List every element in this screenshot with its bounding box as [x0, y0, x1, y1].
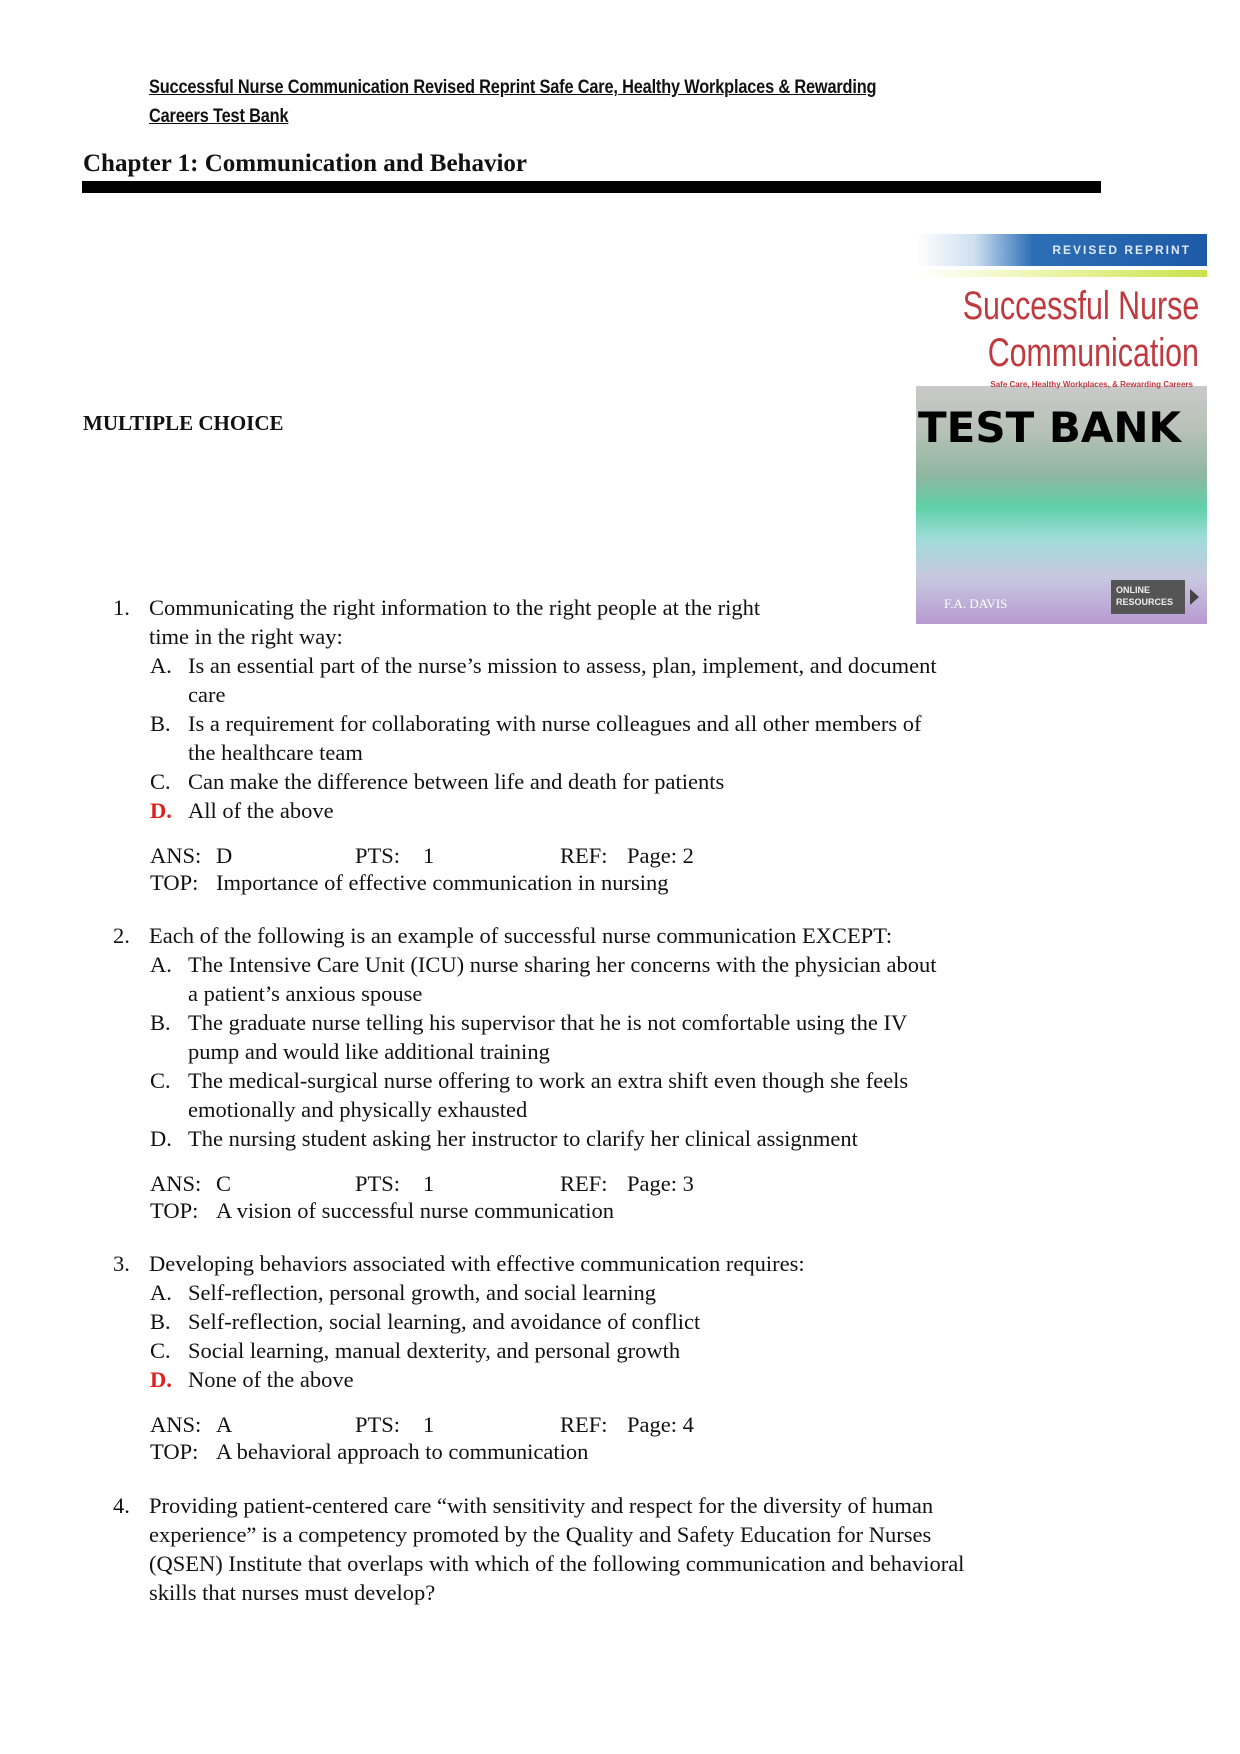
- points-label: PTS:: [355, 1171, 401, 1196]
- option-text: The Intensive Care Unit (ICU) nurse sharing her concerns with the physician about: [188, 952, 937, 977]
- chapter-title: Chapter 1: Communication and Behavior: [83, 150, 528, 177]
- section-title: MULTIPLE CHOICE: [83, 411, 284, 435]
- reference-label: REF:: [560, 1171, 608, 1196]
- reference-label: REF:: [560, 1412, 608, 1437]
- question-stem: Developing behaviors associated with effective communication requires:: [149, 1251, 805, 1276]
- answer-value: A: [216, 1412, 233, 1437]
- question-stem: Each of the following is an example of successful nurse communication EXCEPT:: [149, 923, 893, 948]
- option-letter: D.: [150, 1126, 172, 1151]
- document-header-line-2: Careers Test Bank: [149, 106, 289, 127]
- question-stem: Communicating the right information to the right people at the right: [149, 595, 761, 620]
- option-text: pump and would like additional training: [188, 1039, 550, 1064]
- question-stem: Providing patient-centered care “with sensitivity and respect for the diversity of human: [149, 1493, 934, 1518]
- points-value: 1: [423, 843, 435, 868]
- option-text: Self-reflection, social learning, and avoidance of conflict: [188, 1309, 701, 1334]
- reference-value: Page: 4: [627, 1412, 694, 1437]
- option-text: Is an essential part of the nurse’s mission to assess, plan, implement, and document: [188, 653, 937, 678]
- question-number: 2.: [113, 923, 130, 948]
- play-arrow-icon: [1190, 589, 1199, 605]
- answer-label: ANS:: [150, 1171, 202, 1196]
- option-letter: D.: [150, 798, 172, 823]
- option-letter: C.: [150, 1338, 171, 1363]
- points-label: PTS:: [355, 843, 401, 868]
- option-text: Can make the difference between life and death for patients: [188, 769, 725, 794]
- reference-label: REF:: [560, 843, 608, 868]
- question-stem: skills that nurses must develop?: [149, 1580, 436, 1605]
- option-letter: A.: [150, 1280, 172, 1305]
- cover-accent-stripe: [916, 270, 1207, 277]
- topic-value: Importance of effective communication in nursing: [216, 870, 669, 895]
- option-text: a patient’s anxious spouse: [188, 981, 423, 1006]
- option-letter: C.: [150, 769, 171, 794]
- topic-value: A behavioral approach to communication: [216, 1439, 589, 1464]
- cover-subtitle: Safe Care, Healthy Workplaces, & Rewarding Careers: [990, 380, 1193, 389]
- document-header-line-1: Successful Nurse Communication Revised Reprint Safe Care, Healthy Workplaces & Rewarding: [149, 77, 877, 98]
- option-letter: B.: [150, 1010, 171, 1035]
- option-letter: B.: [150, 1309, 171, 1334]
- option-text: emotionally and physically exhausted: [188, 1097, 528, 1122]
- option-text: Self-reflection, personal growth, and social learning: [188, 1280, 656, 1305]
- answer-value: C: [216, 1171, 232, 1196]
- points-label: PTS:: [355, 1412, 401, 1437]
- reference-value: Page: 2: [627, 843, 694, 868]
- cover-title-line-1: Successful Nurse: [962, 284, 1199, 328]
- question-number: 1.: [113, 595, 130, 620]
- reference-value: Page: 3: [627, 1171, 694, 1196]
- topic-label: TOP:: [150, 1198, 199, 1223]
- cover-badge: REVISED REPRINT: [1052, 243, 1191, 257]
- option-text: The graduate nurse telling his supervisor that he is not comfortable using the IV: [188, 1010, 908, 1035]
- option-text: The nursing student asking her instructor to clarify her clinical assignment: [188, 1126, 858, 1151]
- answer-value: D: [216, 843, 233, 868]
- topic-label: TOP:: [150, 870, 199, 895]
- answer-label: ANS:: [150, 1412, 202, 1437]
- chapter-divider: [82, 181, 1101, 193]
- book-cover-image: [916, 234, 1207, 624]
- answer-label: ANS:: [150, 843, 202, 868]
- option-text: None of the above: [188, 1367, 354, 1392]
- question-number: 3.: [113, 1251, 130, 1276]
- option-letter: A.: [150, 653, 172, 678]
- option-letter: B.: [150, 711, 171, 736]
- cover-title-line-2: Communication: [987, 331, 1199, 375]
- publisher-logo: F.A. DAVIS: [944, 596, 1008, 611]
- question-stem: (QSEN) Institute that overlaps with which of the following communication and behavioral: [149, 1551, 965, 1576]
- points-value: 1: [423, 1412, 435, 1437]
- online-resources-badge: ONLINE RESOURCES: [1111, 580, 1185, 614]
- option-text: the healthcare team: [188, 740, 363, 765]
- test-bank-overlay: TEST BANK: [918, 403, 1182, 452]
- option-text: Social learning, manual dexterity, and personal growth: [188, 1338, 681, 1363]
- option-text: care: [188, 682, 226, 707]
- topic-value: A vision of successful nurse communication: [216, 1198, 615, 1223]
- option-text: Is a requirement for collaborating with nurse colleagues and all other members of: [188, 711, 922, 736]
- option-letter: C.: [150, 1068, 171, 1093]
- question-stem: experience” is a competency promoted by the Quality and Safety Education for Nurses: [149, 1522, 932, 1547]
- question-stem: time in the right way:: [149, 624, 343, 649]
- option-letter: A.: [150, 952, 172, 977]
- points-value: 1: [423, 1171, 435, 1196]
- option-text: The medical-surgical nurse offering to work an extra shift even though she feels: [188, 1068, 909, 1093]
- topic-label: TOP:: [150, 1439, 199, 1464]
- option-text: All of the above: [188, 798, 334, 823]
- question-number: 4.: [113, 1493, 130, 1518]
- option-letter: D.: [150, 1367, 172, 1392]
